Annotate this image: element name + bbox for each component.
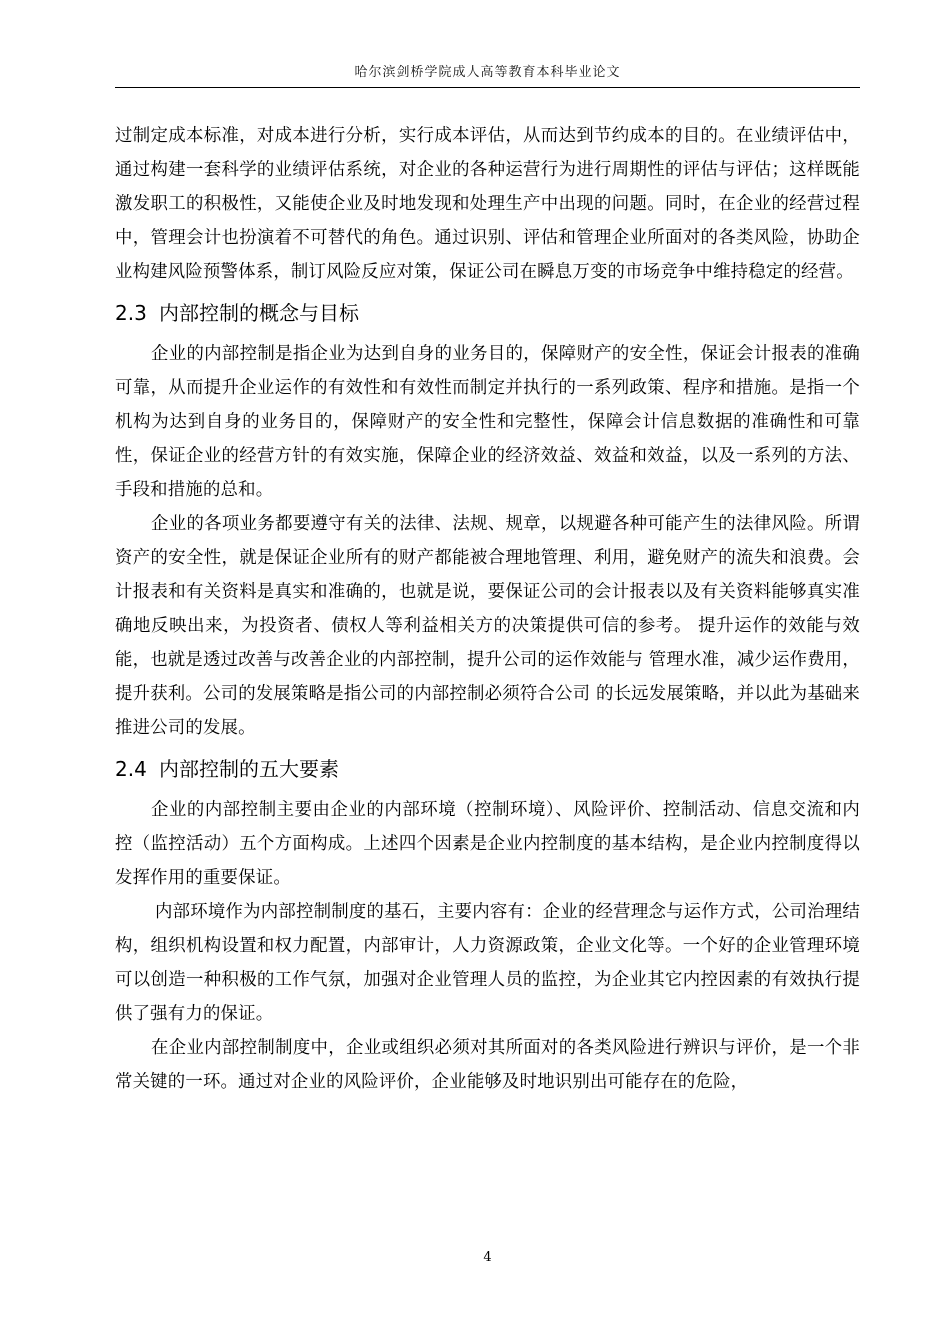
body-paragraph: 企业的内部控制主要由企业的内部环境（控制环境）、风险评价、控制活动、信息交流和内控（监控活动）五个方面构成。上述四个因素是企业内控制度的基本结构，是企业内控制度得以发挥作用的重要保证。 — [115, 800, 860, 888]
section-number: 2.3 — [115, 301, 147, 325]
body-paragraph: 企业的内部控制是指企业为达到自身的业务目的，保障财产的安全性，保证会计报表的准确可靠，从而提升企业运作的有效性和有效性而制定并执行的一系列政策、程序和措施。是指一个机构为达到自身的业务目的，保障财产的安全性和完整性，保障会计信息数据的准确性和可靠性，保证企业的经营方针的有效实施，保障企业的经济效益、效益和效益，以及一系列的方法、手段和措施的总和。 — [115, 344, 860, 500]
section-heading — [115, 745, 860, 793]
page-number: 4 — [483, 1250, 492, 1265]
body-paragraph: 过制定成本标准，对成本进行分析，实行成本评估，从而达到节约成本的目的。在业绩评估中，通过构建一套科学的业绩评估系统，对企业的各种运营行为进行周期性的评估与评估；这样既能激发职工的积极性，又能使企业及时地发现和处理生产中出现的问题。同时，在企业的经营过程中，管理会计也扮演着不可替代的角色。通过识别、评估和管理企业所面对的各类风险，协助企业构建风险预警体系，制订风险反应对策，保证公司在瞬息万变的市场竞争中维持稳定的经营。 — [115, 126, 860, 282]
section-heading — [115, 289, 860, 337]
body-paragraph: 内部环境作为内部控制制度的基石，主要内容有：企业的经营理念与运作方式，公司治理结构，组织机构设置和权力配置，内部审计，人力资源政策，企业文化等。一个好的企业管理环境可以创造一种积极的工作气氛，加强对企业管理人员的监控，为企业其它内控因素的有效执行提供了强有力的保证。 — [115, 902, 860, 1024]
body-paragraph: 企业的各项业务都要遵守有关的法律、法规、规章，以规避各种可能产生的法律风险。所谓资产的安全性，就是保证企业所有的财产都能被合理地管理、利用，避免财产的流失和浪费。会计报表和有关资料是真实和准确的，也就是说，要保证公司的会计报表以及有关资料能够真实准确地反映出来，为投资者、债权人等利益相关方的决策提供可信的参考。 提升运作的效能与效能，也就是透过改善与改善企业的内部控制，提升公司的运作效能与 管理水准，减少运作费用，提升获利。公司的发展策略是指公司的内部控制必须符合公司 的长远发展策略，并以此为基础来推进公司的发展。 — [115, 514, 860, 738]
header-divider — [115, 87, 860, 88]
body-paragraph: 在企业内部控制制度中，企业或组织必须对其所面对的各类风险进行辨识与评价，是一个非常关键的一环。通过对企业的风险评价，企业能够及时地识别出可能存在的危险， — [115, 1038, 860, 1092]
page-header: 哈尔滨剑桥学院成人高等教育本科毕业论文 — [354, 65, 621, 80]
section-title: 内部控制的五大要素 — [159, 757, 339, 781]
section-number: 2.4 — [115, 757, 147, 781]
document-body — [115, 119, 860, 1099]
section-title: 内部控制的概念与目标 — [159, 301, 359, 325]
